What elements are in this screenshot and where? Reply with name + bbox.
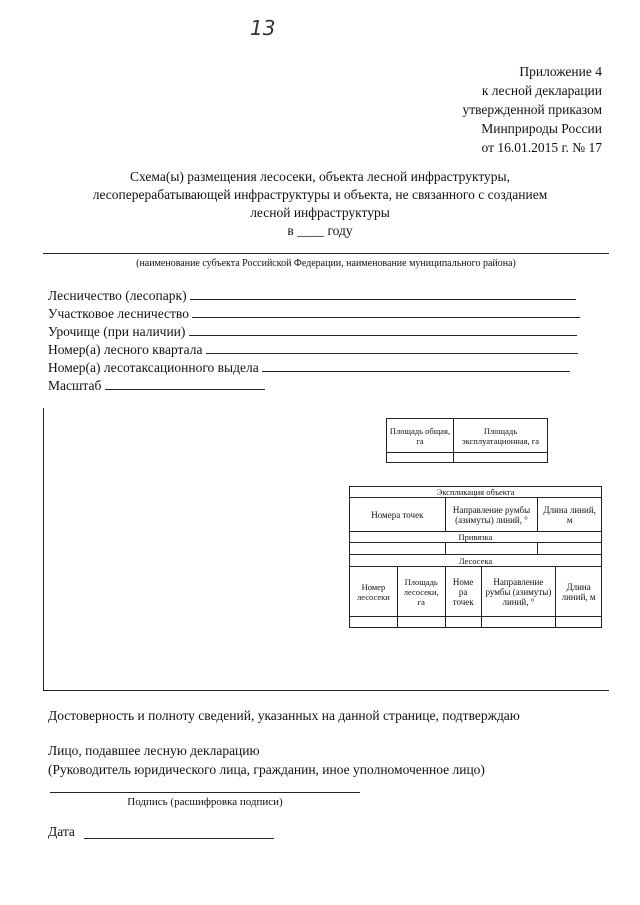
scheme-frame-bottom xyxy=(43,690,609,691)
tract-field xyxy=(48,323,577,341)
allotment-blank[interactable] xyxy=(262,359,570,372)
subject-caption: (наименование субъекта Российской Федерации, наименование муниципального района) xyxy=(136,258,516,269)
plot-cell-4[interactable] xyxy=(481,617,556,628)
plot-cell-5[interactable] xyxy=(556,617,602,628)
appendix-line-5: от 16.01.2015 г. № 17 xyxy=(481,140,602,155)
title-year xyxy=(0,222,640,240)
tract-label: Урочище (при наличии) xyxy=(48,324,186,339)
person-line-2: (Руководитель юридического лица, гражданин, иное уполномоченное лицо) xyxy=(48,762,485,777)
district-forestry-field xyxy=(48,305,580,323)
plot-cell-1[interactable] xyxy=(350,617,398,628)
plot-length-header: Длина линий, м xyxy=(556,567,602,617)
year-prefix: в xyxy=(287,223,294,238)
plot-cell-3[interactable] xyxy=(445,617,481,628)
quarter-field xyxy=(48,341,578,359)
binding-cell-1[interactable] xyxy=(350,543,446,555)
page-number: 13 xyxy=(250,16,276,40)
scale-label: Масштаб xyxy=(48,378,102,393)
year-blank: ____ xyxy=(297,223,325,238)
district-forestry-blank[interactable] xyxy=(192,305,580,318)
binding-header: Привязка xyxy=(350,532,602,543)
title-line-3: лесной инфраструктуры xyxy=(250,205,390,220)
title-line-1: Схема(ы) размещения лесосеки, объекта лесной инфраструктуры, xyxy=(129,169,511,184)
explication-table xyxy=(349,486,602,628)
binding-cell-3[interactable] xyxy=(538,543,602,555)
area-total-cell[interactable] xyxy=(387,453,454,463)
appendix-line-3: утвержденной приказом xyxy=(462,102,602,117)
area-exploit-header: Площадь эксплуатационная, га xyxy=(454,419,548,453)
bearing-header: Направление румбы (азимуты) линий, ° xyxy=(445,498,538,532)
plot-cell-2[interactable] xyxy=(397,617,445,628)
signature-caption: Подпись (расшифровка подписи) xyxy=(127,796,283,808)
forestry-blank[interactable] xyxy=(190,287,576,300)
signature-line[interactable] xyxy=(50,792,360,793)
tract-blank[interactable] xyxy=(189,323,577,336)
quarter-label: Номер(а) лесного квартала xyxy=(48,342,203,357)
district-forestry-label: Участковое лесничество xyxy=(48,306,189,321)
subject-line xyxy=(43,253,609,254)
point-numbers-header: Номера точек xyxy=(350,498,446,532)
area-table xyxy=(386,418,548,463)
line-length-header: Длина линий, м xyxy=(538,498,602,532)
explication-header: Экспликация объекта xyxy=(350,487,602,498)
allotment-field xyxy=(48,359,570,377)
plot-header: Лесосека xyxy=(350,555,602,567)
binding-cell-2[interactable] xyxy=(445,543,538,555)
forestry-label: Лесничество (лесопарк) xyxy=(48,288,187,303)
plot-area-header: Площадь лесосеки, га xyxy=(397,567,445,617)
person-line-1: Лицо, подавшее лесную декларацию xyxy=(48,743,260,758)
quarter-blank[interactable] xyxy=(206,341,578,354)
area-total-header: Площадь общая, га xyxy=(387,419,454,453)
appendix-line-1: Приложение 4 xyxy=(519,64,602,79)
document-title xyxy=(0,168,640,240)
confirm-text: Достоверность и полноту сведений, указанных на данной странице, подтверждаю xyxy=(48,708,520,723)
plot-bearing-header: Направление румбы (азимуты) линий, ° xyxy=(481,567,556,617)
date-blank[interactable] xyxy=(84,838,274,839)
scheme-frame-left xyxy=(43,408,44,690)
date-label: Дата xyxy=(48,824,75,839)
appendix-line-2: к лесной декларации xyxy=(481,83,602,98)
area-exploit-cell[interactable] xyxy=(454,453,548,463)
title-line-2: лесоперерабатывающей инфраструктуры и объекта, не связанного с созданием xyxy=(92,187,548,202)
scale-field xyxy=(48,377,265,395)
plot-points-header: Номе ра точек xyxy=(445,567,481,617)
year-suffix: году xyxy=(327,223,353,238)
plot-number-header: Номер лесосеки xyxy=(350,567,398,617)
appendix-line-4: Минприроды России xyxy=(481,121,602,136)
forestry-field xyxy=(48,287,576,305)
scale-blank[interactable] xyxy=(105,377,265,390)
appendix-block xyxy=(462,62,602,157)
allotment-label: Номер(а) лесотаксационного выдела xyxy=(48,360,259,375)
